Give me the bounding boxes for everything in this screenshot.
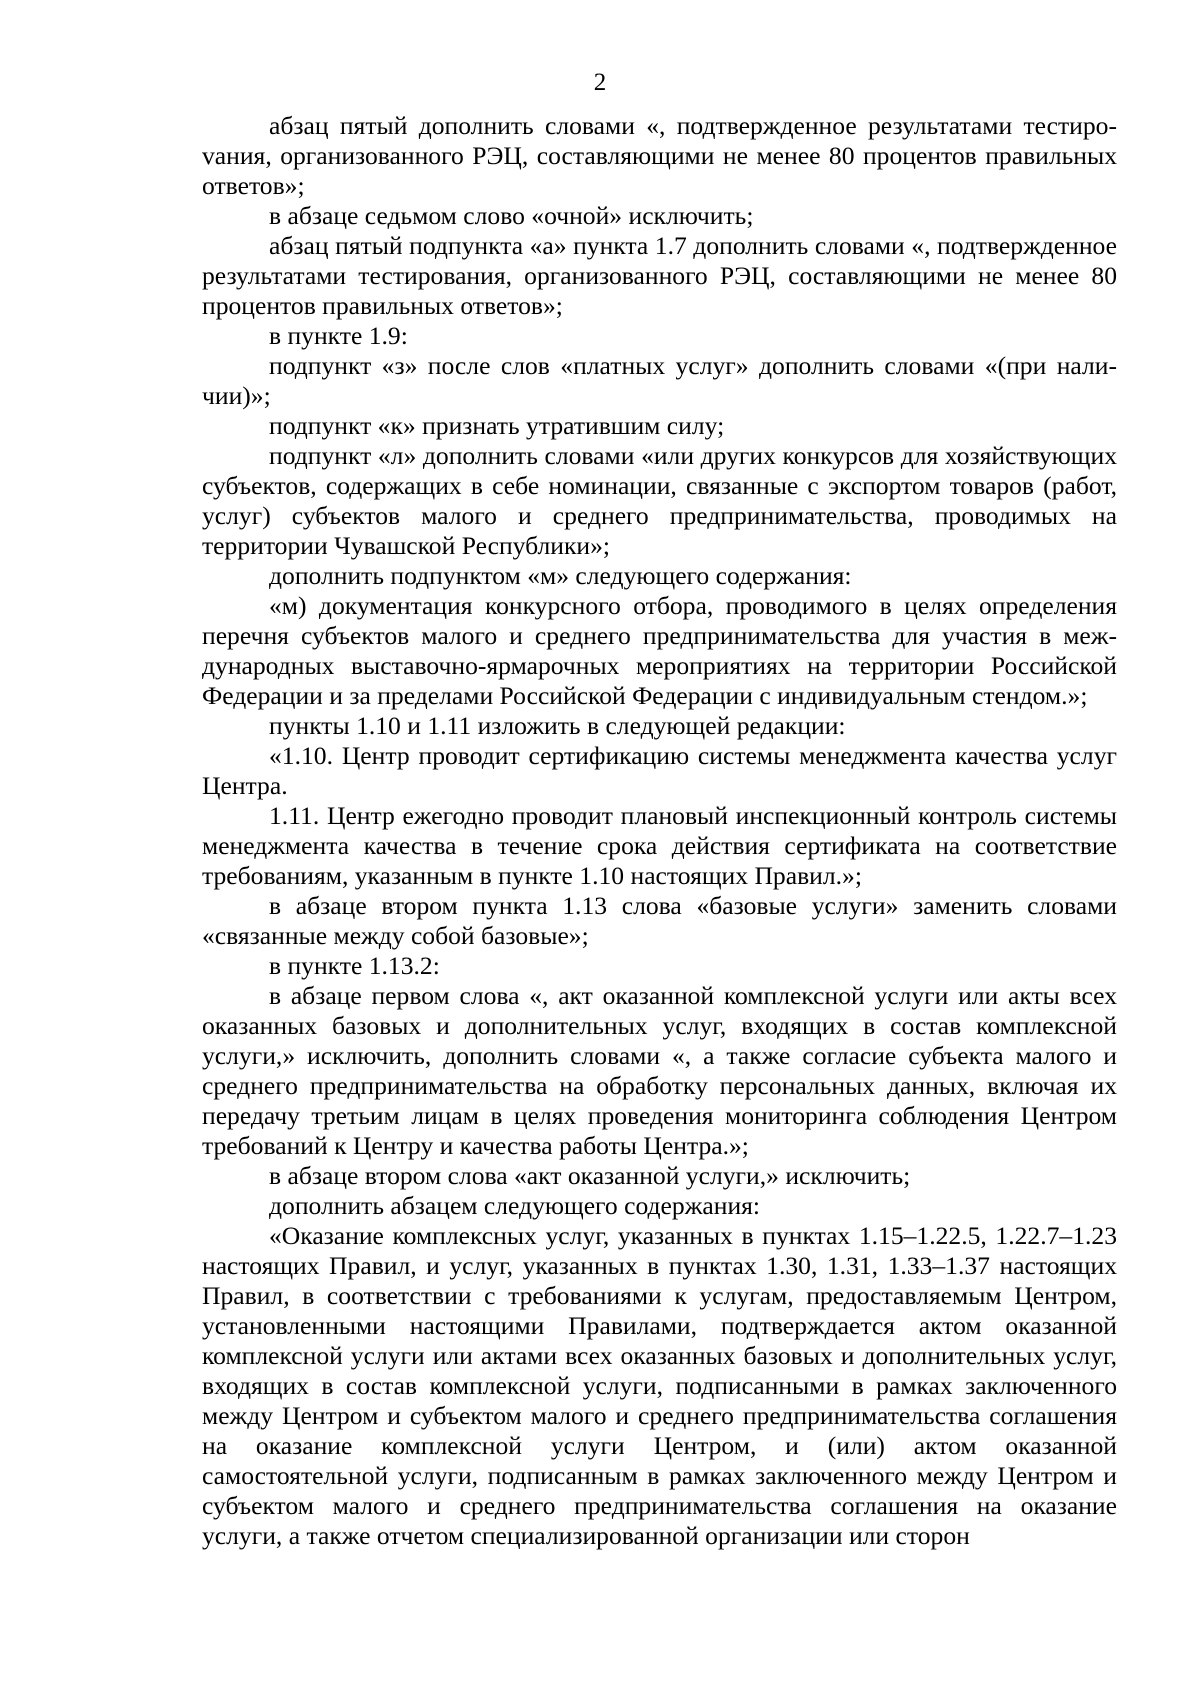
paragraph: подпункт «з» после слов «платных услуг» дополнить словами «(при наличии)»; — [202, 351, 1117, 410]
paragraph: пункты 1.10 и 1.11 изложить в следующей редакции: — [269, 711, 846, 740]
paragraph: подпункт «л» дополнить словами «или других конкурсов для хозяйствующих субъектов, содержащих в себе номинации, связанные с экспортом товаров (работ, услуг) субъектов малого и среднего предпринимательства, проводимых на территории Чувашской Республики»; — [202, 441, 1117, 560]
page-number: 2 — [593, 69, 607, 96]
paragraph: «Оказание комплексных услуг, указанных в пунктах 1.15–1.22.5, 1.22.7–1.23 настоящих Правил, и услуг, указанных в пунктах 1.30, 1.31, 1.33–1.37 настоящих Правил, в соответствии с требованиями к услугам, предоставляемым Центром, установленными настоящими Правилами, подтверждается актом оказанной комплексной услуги или актами всех оказанных базовых и дополнительных услуг, входящих в состав комплексной услуги, подписанными в рамках заключенного между Центром и субъектом малого и среднего предпринимательства соглашения на оказание комплексной услуги Центром, и (или) актом оказанной самостоятельной услуги, подписанным в рамках заключенного между Центром и субъектом малого и среднего предпринимательства соглашения на оказание услуги, а также отчетом специализированной организации или сторон — [202, 1221, 1117, 1550]
paragraph: в абзаце втором слова «акт оказанной услуги,» исключить; — [269, 1161, 911, 1190]
paragraph: «1.10. Центр проводит сертификацию системы менеджмента качества услуг Центра. — [202, 741, 1117, 800]
paragraph: 1.11. Центр ежегодно проводит плановый инспекционный контроль системы менеджмента качества в течение срока действия сертификата на соответствие требованиям, указанным в пункте 1.10 настоящих Правил.»; — [202, 801, 1117, 890]
paragraph: в абзаце первом слова «, акт оказанной комплексной услуги или акты всех оказанных базовых и дополнительных услуг, входящих в состав комплексной услуги,» исключить, дополнить словами «, а также согласие субъекта малого и среднего предпринимательства на обработку персональных данных, включая их передачу третьим лицам в целях проведения мониторинга соблюдения Центром требований к Центру и качества работы Центра.»; — [202, 981, 1117, 1160]
paragraph: в абзаце втором пункта 1.13 слова «базовые услуги» заменить словами «связанные между собой базовые»; — [202, 891, 1117, 950]
paragraph: «м) документация конкурсного отбора, проводимого в целях определения перечня субъектов малого и среднего предпринимательства для участия в международных выставочно-ярмарочных мероприятиях на территории Российской Федерации и за пределами Российской Федерации с индивидуальным стендом.»; — [202, 591, 1117, 710]
paragraph: абзац пятый подпункта «а» пункта 1.7 дополнить словами «, подтвержденное результатами тестирования, организованного РЭЦ, составляющими не менее 80 процентов правильных ответов»; — [202, 231, 1117, 320]
paragraph: в пункте 1.13.2: — [269, 951, 440, 980]
document-body — [202, 111, 1117, 1551]
paragraph: в абзаце седьмом слово «очной» исключить; — [269, 201, 754, 230]
paragraph: абзац пятый дополнить словами «, подтвержденное результатами тестироvания, организованного РЭЦ, составляющими не менее 80 процентов правильных ответов»; — [202, 111, 1117, 200]
paragraph: дополнить абзацем следующего содержания: — [269, 1191, 761, 1220]
paragraph: подпункт «к» признать утратившим силу; — [269, 411, 725, 440]
paragraph: дополнить подпунктом «м» следующего содержания: — [269, 561, 852, 590]
paragraph: в пункте 1.9: — [269, 321, 408, 350]
